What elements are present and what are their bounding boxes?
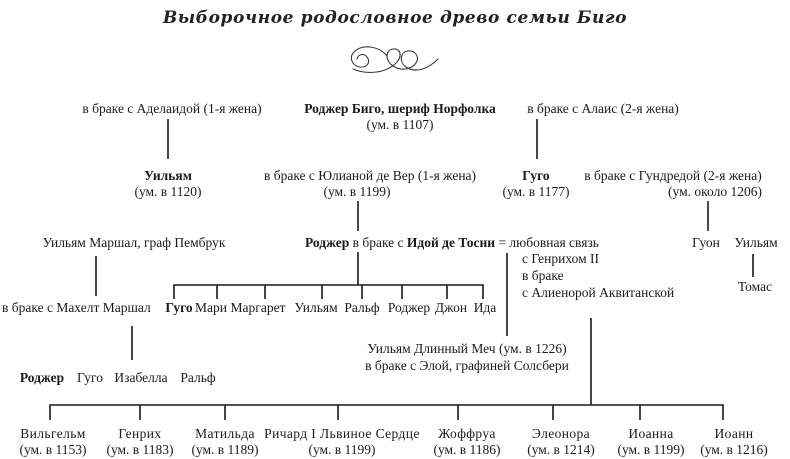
- node-hugh-1177: [502, 168, 569, 200]
- node-roger-ida-marriage: [305, 235, 599, 251]
- node-matilda: [191, 426, 258, 458]
- node-roger-bigod-root: [304, 101, 496, 133]
- person-name: Матильда: [195, 426, 255, 441]
- death-date: (ум. в 1186): [433, 442, 501, 457]
- node-child-ida: Ида: [473, 300, 497, 315]
- node-child-roger: Роджер: [387, 300, 431, 315]
- node-child-ralph: Ральф: [344, 300, 380, 315]
- death-date: (ум. в 1177): [502, 184, 570, 199]
- node-wife-adelaide: в браке с Аделаидой (1-я жена): [82, 101, 262, 116]
- node-child-hugh-2: Гуго: [77, 370, 103, 385]
- person-name: Роджер: [305, 235, 350, 250]
- death-date: (ум. в 1153): [19, 442, 87, 457]
- node-affair-eleanor: с Алиенорой Аквитанской: [522, 285, 675, 300]
- node-joanna: [617, 426, 684, 458]
- node-geoffrey: [433, 426, 500, 458]
- death-date: (ум. в 1120): [134, 184, 202, 199]
- node-william-1120: [134, 168, 201, 200]
- affair-label: = любовная связь: [498, 235, 599, 250]
- node-child-mari: Мари: [195, 300, 227, 315]
- node-wife-gundred-death: (ум. около 1206): [668, 184, 762, 199]
- person-name: Иоанн: [714, 426, 754, 441]
- node-wife-alais: в браке с Алаис (2-я жена): [527, 101, 679, 116]
- person-name: Гуго: [522, 168, 550, 183]
- marriage-label: в браке с: [352, 235, 404, 250]
- person-name: Ричард I Львиное Сердце: [264, 426, 420, 441]
- node-john: [700, 426, 768, 458]
- node-child-william: Уильям: [294, 300, 338, 315]
- death-date: (ум. в 1214): [527, 442, 595, 457]
- node-child-hugh: Гуго: [165, 300, 193, 315]
- person-name: Вильгельм: [20, 426, 86, 441]
- person-name: Жоффруа: [438, 426, 496, 441]
- node-child-john: Джон: [434, 300, 468, 315]
- death-date: (ум. в 1199): [617, 442, 685, 457]
- node-longsword-marriage: в браке с Элой, графиней Солсбери: [365, 358, 569, 373]
- node-child-margaret: Маргарет: [230, 300, 286, 315]
- node-thomas: Томас: [737, 279, 773, 294]
- death-date: (ум. в 1216): [700, 442, 768, 457]
- person-name: Роджер Биго, шериф Норфолка: [304, 101, 496, 116]
- node-child-isabella: Изабелла: [114, 370, 168, 385]
- node-affair-henry: с Генрихом II: [522, 251, 599, 266]
- node-wife-juliana: в браке с Юлианой де Вер (1-я жена): [263, 168, 477, 183]
- node-affair-marriage-label: в браке: [522, 268, 564, 283]
- node-wife-mahelt: в браке с Махелт Маршал: [2, 300, 151, 315]
- node-guon: Гуон: [692, 235, 720, 250]
- node-wilhelm: [19, 426, 86, 458]
- node-eleanor: [527, 426, 595, 458]
- person-name: Уильям: [144, 168, 192, 183]
- person-name: Иоанна: [628, 426, 674, 441]
- death-date: (ум. в 1183): [106, 442, 174, 457]
- node-richard-lionheart: [264, 426, 420, 458]
- page-title: Выборочное родословное древо семьи Биго: [162, 8, 628, 28]
- generation2-connectors: [358, 201, 708, 231]
- death-date: (ум. в 1189): [191, 442, 259, 457]
- person-name: Элеонора: [531, 426, 591, 441]
- person-name: Генрих: [118, 426, 162, 441]
- node-child-roger-2: Роджер: [19, 370, 65, 385]
- node-wife-gundred: в браке с Гундредой (2-я жена): [584, 168, 762, 183]
- node-child-ralph-2: Ральф: [180, 370, 216, 385]
- node-william-2: Уильям: [734, 235, 778, 250]
- node-henry: [106, 426, 173, 458]
- person-name: Идой де Тосни: [406, 235, 496, 250]
- death-date: (ум. в 1199): [308, 442, 376, 457]
- node-william-longsword: Уильям Длинный Меч (ум. в 1226): [367, 341, 567, 356]
- death-date: (ум. в 1107): [366, 117, 434, 132]
- node-wife-juliana-death: (ум. в 1199): [323, 184, 391, 199]
- node-william-marshal: Уильям Маршал, граф Пембрук: [42, 235, 226, 250]
